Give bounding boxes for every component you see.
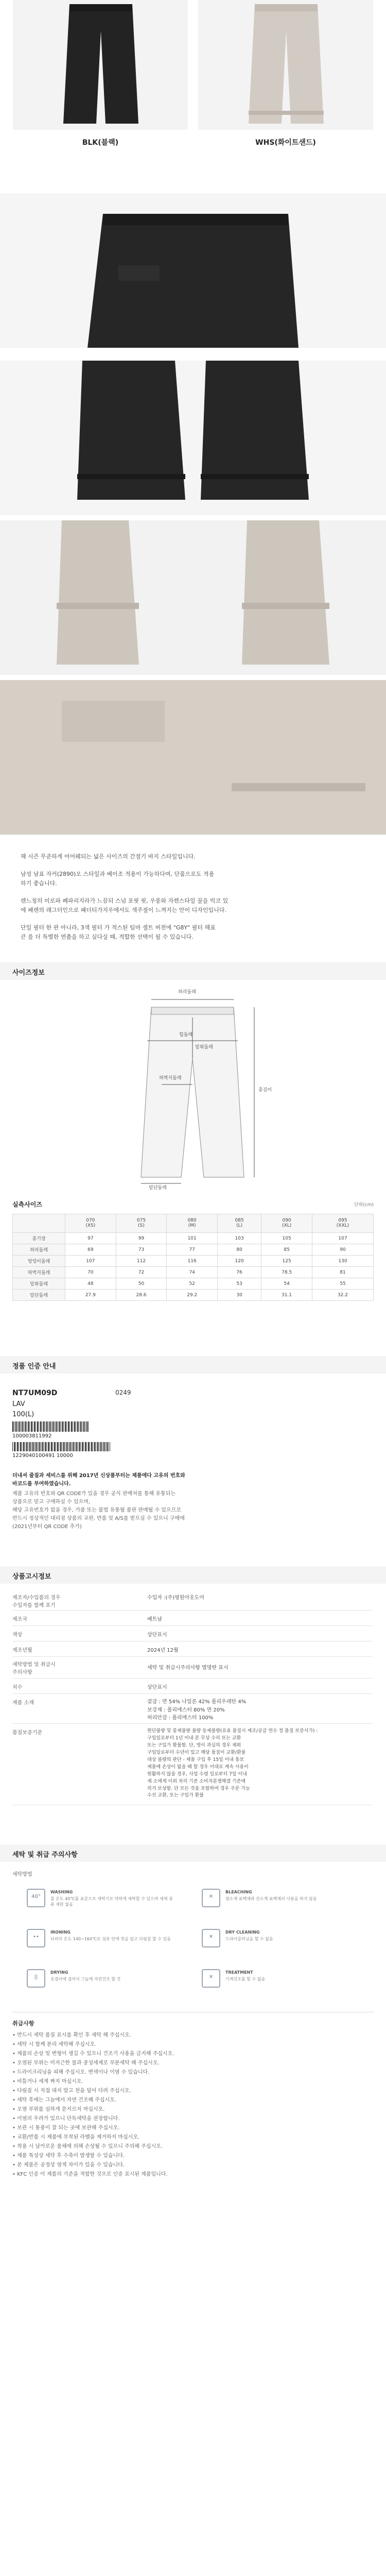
table-row <box>13 1267 374 1278</box>
color-label-black: BLK(블랙) <box>82 139 119 147</box>
table-cell: 97 <box>65 1233 116 1244</box>
table-cell: 90 <box>312 1244 373 1256</box>
table-row <box>13 1256 374 1267</box>
label-barcode-number: 100003811992 <box>12 1433 52 1439</box>
guide-line: • KFC 인증 이 제품의 기준을 적합한 것으로 인증 표시된 제품입니다. <box>12 2172 168 2177</box>
table-cell: 116 <box>167 1256 218 1267</box>
size-column-header: 090 (XL) <box>261 1214 312 1233</box>
info-label: 제조년월 <box>12 1648 32 1653</box>
product-photo-whitesand-pants <box>198 0 373 130</box>
size-diagram <box>12 987 374 1190</box>
info-value: 수입자 :(주)영원아웃도어 <box>147 1595 204 1601</box>
guide-line: • 비틀거나 세게 짜지 마십시오. <box>12 2079 83 2084</box>
care-item-dry-cleaning <box>196 1926 350 1959</box>
diagram-label-hem: 밑단둘레 <box>149 1185 167 1191</box>
care-item-bleaching <box>196 1886 350 1919</box>
product-info-row <box>12 1645 373 1657</box>
authentication-notice: 해당 고유번호가 없을 경우, 가품 또는 불법 유통될 품판 판매될 수 있으므로 <box>12 1507 181 1513</box>
section-title: 세탁 및 취급 주의사항 <box>12 1851 78 1859</box>
care-item-ironing <box>21 1926 175 1959</box>
table-cell: 78.5 <box>261 1267 312 1278</box>
table-cell: 120 <box>218 1256 261 1267</box>
care-item-desc: 물 온도 40℃를 표준으로 세탁기로 약하게 세탁할 수 있으며 세제 종류 제한 없음 <box>50 1896 173 1907</box>
care-item-washing <box>21 1886 175 1919</box>
care-item-name: BLEACHING <box>225 1890 252 1894</box>
care-item-name: TREATMENT <box>225 1970 253 1975</box>
description-line: 단일 필터 한 판 아니라, 3색 필터 가 적스된 팀마 셀트 버전에 "G8Y" 필터 해표 <box>21 924 216 931</box>
table-cell: 76 <box>218 1267 261 1278</box>
table-cell: 52 <box>167 1278 218 1290</box>
care-header <box>0 1844 386 1862</box>
table-row <box>13 1233 374 1244</box>
info-label: 제조자/수입품의 경우 수입자를 함께 표기 <box>12 1595 61 1608</box>
pants-detail-photo <box>0 193 386 348</box>
table-cell: 27.9 <box>65 1290 116 1301</box>
product-info-row <box>12 1727 373 1805</box>
size-column-header: 080 (M) <box>167 1214 218 1233</box>
guide-line: • 오염된 부위는 미지근한 물과 중성세제로 부분세탁 해 주십시오. <box>12 2060 160 2066</box>
care-item-name: DRY CLEANING <box>225 1930 260 1935</box>
table-cell: 125 <box>261 1256 312 1267</box>
table-cell: 99 <box>116 1233 167 1244</box>
table-cell: 80 <box>218 1244 261 1256</box>
table-row <box>13 1244 374 1256</box>
authenticity-label <box>12 1388 146 1466</box>
description-line: 해 시즌 무준하게 어어웨되는 넓은 사이즈의 간절기 바지 스타일입니다. <box>21 853 196 860</box>
guide-line: • 교환/반품 시 제품에 부착된 라벨을 제거하지 마십시오. <box>12 2134 140 2140</box>
size-table-unit: 단위(cm) <box>354 1202 374 1208</box>
care-item-treatment <box>196 1966 350 1999</box>
row-label: 밑위둘레 <box>13 1278 65 1290</box>
table-cell: 31.1 <box>261 1290 312 1301</box>
table-cell: 105 <box>261 1233 312 1244</box>
product-info-row <box>12 1614 373 1626</box>
care-grid <box>21 1886 371 2004</box>
size-column-header: 075 (S) <box>116 1214 167 1233</box>
info-label: 제품 소재 <box>12 1700 34 1706</box>
section-title: 상품고시정보 <box>12 1573 51 1581</box>
authentication-notice: 상품으로 믿고 구매하실 수 있으며, <box>12 1499 91 1505</box>
table-row <box>13 1278 374 1290</box>
info-label: 세탁방법 및 취급시 주의사항 <box>12 1662 56 1675</box>
table-cell: 50 <box>116 1278 167 1290</box>
care-item-name: IRONING <box>50 1930 71 1935</box>
guide-line: • 보관 시 통풍이 잘 되는 곳에 보관해 주십시오. <box>12 2125 120 2131</box>
product-info-row <box>12 1593 373 1611</box>
care-item-drying <box>21 1966 175 1999</box>
size-column-header: 095 (XXL) <box>312 1214 373 1233</box>
care-item-desc: 염소계 표백제와 산소계 표백제의 사용을 하지 않음 <box>225 1896 317 1901</box>
care-item-desc: 다리미 온도 140~160℃로 섬유 안에 천을 덮고 다림질 할 수 있음 <box>50 1937 171 1941</box>
section-title: 정품 인증 안내 <box>12 1363 56 1370</box>
table-cell: 53 <box>218 1278 261 1290</box>
table-cell: 107 <box>312 1233 373 1244</box>
care-item-desc: 옷걸이에 걸어서 그늘에 자연건조 할 것 <box>50 1977 121 1981</box>
label-color: LAV <box>12 1400 25 1408</box>
label-barcode-number: 1229040100491 10000 <box>12 1453 73 1459</box>
table-cell: 32.2 <box>312 1290 373 1301</box>
guide-line: • 다림질 시 직접 대지 말고 천을 덮어 다려 주십시오. <box>12 2088 131 2094</box>
info-value: 원단불량 및 봉제불량 불량 동제불량(유효 품질시 제조/공급 연수 정 품질 보증서가) : 구입일로부터 1년 이내 본 무상 수리 또는 교환 또는 구입가 환불함. 단, 영이 과실의 경우 제외 구입일로부터 수년이 있고 해당 품질이 교환/환불 대상 불량의 판단 - 제품 구입 후 15일 이내 통보 제품에 손상이 없을 때 할 경우 이대로 계속 사용이 원활하지 않을 경우, 사업 수령 일로부터 7일 이내 제 소에게 이외 처리 기준 소비자분쟁해결 기준에 의거 보상함. 단 모든 것을 포함하여 경우 주문 가능 수선 교환, 또는 구입가 환불 <box>147 1728 318 1799</box>
table-cell: 107 <box>65 1256 116 1267</box>
guide-line: • 세탁 시 함께 분리 세탁해 주십시오. <box>12 2042 97 2047</box>
table-cell: 77 <box>167 1244 218 1256</box>
info-value: 상단표시 <box>147 1632 167 1638</box>
row-label: 엉덩이둘레 <box>13 1256 65 1267</box>
product-photo-black-pants <box>13 0 188 130</box>
product-info-row <box>12 1682 373 1694</box>
size-table <box>12 1214 374 1301</box>
care-item-name: DRYING <box>50 1970 68 1975</box>
care-item-desc: 드라이클리닝을 할 수 없음 <box>225 1937 273 1941</box>
table-cell: 101 <box>167 1233 218 1244</box>
info-label: 제조국 <box>12 1617 27 1622</box>
description-line: 에 패렌의 래그터인으로 패더티가지우에서도 색주절이 느껴지는 안이 디자인입니다. <box>21 907 226 913</box>
color-label-whitesand: WHS(화이트샌드) <box>255 139 316 147</box>
pants-detail-photo <box>0 361 386 515</box>
diagram-label-thigh: 허벅지둘레 <box>159 1076 182 1081</box>
guide-line: • 본 제품은 공정상 염색 차이가 있을 수 있습니다. <box>12 2162 125 2168</box>
authentication-notice-bold: 더내셔 줄질과 세비스를 위해 2017년 신상품부터는 제품에다 고유의 번호와 <box>12 1473 185 1479</box>
description-line: 하기 좋습니다. <box>21 880 57 887</box>
table-cell: 103 <box>218 1233 261 1244</box>
row-label: 허리둘레 <box>13 1244 65 1256</box>
table-cell: 130 <box>312 1256 373 1267</box>
label-code: NT7UM09D <box>12 1389 58 1397</box>
size-column-header: 085 (L) <box>218 1214 261 1233</box>
table-cell: 72 <box>116 1267 167 1278</box>
guide-line: • 드라이크리닝을 피해 주십시오. 변색이나 이염 수 있습니다. <box>12 2070 150 2075</box>
product-info-row <box>12 1697 373 1724</box>
guide-line: • 반드시 세탁 품질 표시를 확인 후 세탁 해 주십시오. <box>12 2032 131 2038</box>
product-info-row <box>12 1660 373 1679</box>
description-line: 렌느칭의 미로파 폐파리지라가 느끔되 스넘 포핏 핏, 우풍와 자켄스타일 꿀을 빅코 있 <box>21 897 229 904</box>
table-cell: 69 <box>65 1244 116 1256</box>
authentication-header <box>0 1356 386 1374</box>
table-cell: 28.6 <box>116 1290 167 1301</box>
table-cell: 112 <box>116 1256 167 1267</box>
diagram-label-rise: 밑위둘레 <box>195 1045 213 1050</box>
description-line: 남성 남표 자커(2890)오 스타일과 베이조 적용이 가능하다며, 단품으로도 적용 <box>21 871 215 877</box>
authentication-notice: 반드시 정상적인 대리점 상품의 교판, 반품 및 A/S를 받으실 수 있으니 구매에 <box>12 1516 185 1521</box>
guide-line: • 제품 특성상 세탁 후 수축이 발생할 수 있습니다. <box>12 2153 125 2159</box>
detail-photo-whitesand-legs <box>0 520 386 675</box>
detail-photo-black-bottom <box>0 361 386 515</box>
drying-icon: || <box>27 1969 45 1988</box>
guide-line: • 착용 시 날카로운 물체에 의해 손상될 수 있으니 주의해 주십시오. <box>12 2144 163 2149</box>
barcode <box>12 1442 110 1451</box>
section-title: 사이즈정보 <box>12 969 45 977</box>
authentication-notice: 제품 고유의 번호와 QR CODE가 있을 경우 공식 판매처를 통해 유통되는 <box>12 1491 176 1497</box>
care-subtitle: 세탁방법 <box>12 1872 32 1877</box>
table-cell: 73 <box>116 1244 167 1256</box>
guide-line: • 이염의 우려가 있으니 단독세탁을 권장합니다. <box>12 2116 120 2122</box>
care-item-desc: 기계건조를 할 수 없음 <box>225 1977 266 1981</box>
row-label: 총기장 <box>13 1233 65 1244</box>
authentication-notice-bold: 바코드를 부여하였습니다. <box>12 1481 71 1487</box>
table-cell: 74 <box>167 1267 218 1278</box>
diagram-label-hip: 힙둘레 <box>179 1032 193 1038</box>
label-side-code: 0249 <box>115 1389 131 1396</box>
table-cell: 85 <box>261 1244 312 1256</box>
ironing-icon: •• <box>27 1929 45 1947</box>
info-value: 겉감 : 면 54% 나일론 42% 폴리우레탄 4% 보강재 : 폴리에스터 80% 면 20% 허리안감 : 폴리에스터 100% <box>147 1699 247 1721</box>
size-column-header: 070 (XS) <box>65 1214 116 1233</box>
table-cell: 30 <box>218 1290 261 1301</box>
dry-cleaning-icon: ✕ <box>202 1929 220 1947</box>
table-cell: 29.2 <box>167 1290 218 1301</box>
detail-photo-black-top <box>0 193 386 348</box>
care-item-name: WASHING <box>50 1890 73 1894</box>
info-label: 치수 <box>12 1685 23 1690</box>
table-row <box>13 1290 374 1301</box>
pants-photo <box>13 0 188 130</box>
info-value: 상단표시 <box>147 1685 167 1690</box>
pants-measurement-diagram <box>12 987 374 1190</box>
bleaching-icon: ✕ <box>202 1889 220 1907</box>
washing-icon: 40° <box>27 1889 45 1907</box>
guide-title: 취급사항 <box>12 2020 34 2027</box>
info-label: 색상 <box>12 1632 23 1638</box>
product-info-header <box>0 1566 386 1584</box>
diagram-label-length: 총길이 <box>258 1088 272 1093</box>
label-size: 100(L) <box>12 1411 34 1418</box>
row-label: 밑단둘레 <box>13 1290 65 1301</box>
table-cell: 81 <box>312 1267 373 1278</box>
diagram-label-waist: 허리둘레 <box>178 990 196 995</box>
treatment-icon: ✕ <box>202 1969 220 1988</box>
pants-detail-photo <box>0 680 386 835</box>
table-cell: 54 <box>261 1278 312 1290</box>
pants-photo <box>198 0 373 130</box>
product-info-row <box>12 1629 373 1641</box>
description-line: 큰 를 더 특별한 연출을 하고 싶다실 때, 적합한 선택이 될 수 있습니다. <box>21 934 194 940</box>
size-info-header <box>0 962 386 980</box>
info-value: 세탁 및 취급시주의사항 별명란 표시 <box>147 1665 229 1671</box>
pants-detail-photo <box>0 520 386 675</box>
guide-line: • 오염 부위를 심하게 문지르지 마십시오. <box>12 2107 105 2112</box>
authentication-notice: (2021년부터 QR CODE 추가) <box>12 1524 82 1530</box>
barcode <box>12 1421 90 1432</box>
row-label: 허벅지둘레 <box>13 1267 65 1278</box>
table-cell: 55 <box>312 1278 373 1290</box>
info-label: 품질보증기준 <box>12 1730 42 1736</box>
guide-line: • 세탁 후에는 그늘에서 자연 건조해 주십시오. <box>12 2097 117 2103</box>
table-cell: 48 <box>65 1278 116 1290</box>
guide-line: • 제품의 손상 및 변형이 생길 수 있으니 건조기 사용을 금지해 주십시오. <box>12 2051 174 2057</box>
info-value: 베트남 <box>147 1617 162 1622</box>
table-cell: 70 <box>65 1267 116 1278</box>
detail-photo-whitesand-closeup <box>0 680 386 835</box>
info-value: 2024년 12월 <box>147 1648 179 1653</box>
size-table-title: 실측사이즈 <box>12 1201 42 1208</box>
